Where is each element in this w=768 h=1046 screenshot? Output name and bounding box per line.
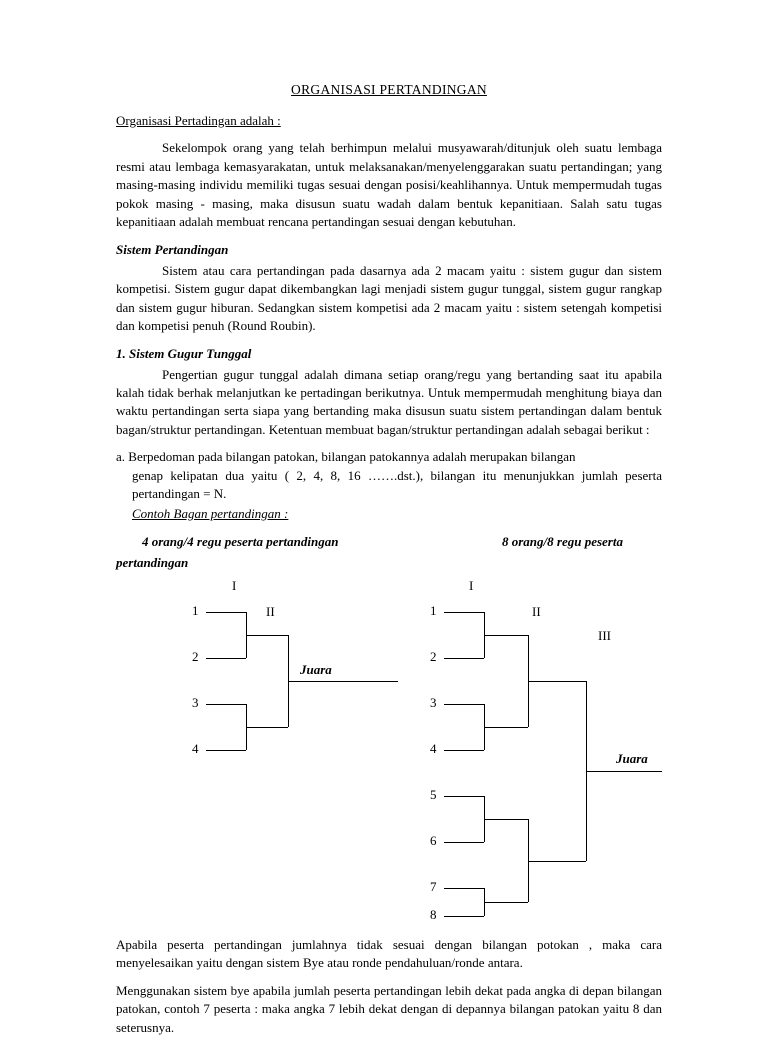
bracket-line	[444, 916, 484, 917]
list-item-a-main: a. Berpedoman pada bilangan patokan, bilangan patokannya adalah merupakan bilangan	[116, 449, 576, 465]
participant-right-2: 2	[430, 648, 437, 664]
bracket-line	[246, 727, 288, 728]
bracket-line	[528, 681, 586, 682]
page-title: ORGANISASI PERTANDINGAN	[291, 82, 487, 97]
sistem-pertandingan-body: Sistem atau cara pertandingan pada dasarnya ada 2 macam yaitu : sistem gugur dan sistem kompetisi. Sistem gugur dapat dikembangkan lagi menjadi sistem gugur tunggal, sistem gugur rangkap dan sistem gugur hiburan. Sedangkan sistem kompetisi ada 2 macam yaitu : sistem setengah kompetisi dan kompetisi penuh (Round Roubin).	[116, 262, 662, 334]
round-label-right-III: III	[598, 627, 611, 643]
participant-right-8: 8	[430, 906, 437, 922]
bracket-line	[586, 771, 662, 772]
sistem-gugur-tunggal-paragraph	[116, 366, 662, 440]
bracket-line	[528, 861, 586, 862]
bracket-line	[246, 635, 288, 636]
bracket-line	[484, 819, 528, 820]
sistem-pertandingan-paragraph	[116, 262, 662, 336]
bracket-line	[206, 704, 246, 705]
round-label-right-II: II	[532, 603, 541, 619]
participant-left-4: 4	[192, 740, 199, 756]
caption-bracket-right-line2: pertandingan	[116, 554, 189, 570]
bracket-line	[288, 681, 398, 682]
intro-body: Sekelompok orang yang telah berhimpun melalui musyawarah/ditunjuk oleh suatu lembaga resmi atau lembaga kemasyarakatan, untuk melaksanakan/menyelenggarakan suatu pertandingan; yang masing-masing individu memiliki tugas sesuai dengan posisi/keahlihannya. Untuk mempermudah tugas pokok masing - masing, maka disusun suatu wadah dalam bentuk kepanitiaan. Salah satu tugas kepanitiaan adalah membuat rencana pertandingan sesuai dengan kebutuhan.	[116, 140, 662, 230]
closing-paragraph-1: Apabila peserta pertandingan jumlahnya tidak sesuai dengan bilangan potokan , maka cara menyelesaikan yaitu dengan sistem Bye atau ronde pendahuluan/ronde antara.	[116, 936, 662, 971]
bracket-line	[444, 842, 484, 843]
round-label-left-I: I	[232, 577, 237, 593]
bracket-line	[206, 612, 246, 613]
contoh-label: Contoh Bagan pertandingan :	[132, 505, 289, 521]
participant-left-2: 2	[192, 648, 199, 664]
list-item-a	[116, 448, 662, 503]
bracket-diagrams	[116, 578, 662, 930]
intro-paragraph	[116, 139, 662, 231]
sistem-gugur-tunggal-body: Pengertian gugur tunggal adalah dimana setiap orang/regu yang bertanding saat itu apabila kalah tidak berhak melanjutkan ke pertadingan berikutnya. Untuk mempermudah menghitung biaya dan waktu pertandingan serta siapa yang bertanding maka disusun suatu sistem pertandingan dalam bentuk bagan/struktur pertandingan. Ketentuan membuat bagan/struktur pertandingan adalah sebagai berikut :	[116, 366, 662, 437]
participant-left-3: 3	[192, 694, 199, 710]
caption-bracket-left: 4 orang/4 regu peserta pertandingan	[142, 533, 339, 549]
participant-right-5: 5	[430, 786, 437, 802]
list-item-a-sub: genap kelipatan dua yaitu ( 2, 4, 8, 16 …….dst.), bilangan itu menunjukkan jumlah peserta pertandingan = N.	[132, 467, 662, 502]
heading-sistem-gugur-tunggal: 1. Sistem Gugur Tunggal	[116, 345, 252, 361]
bracket-line	[444, 658, 484, 659]
bracket-line	[206, 658, 246, 659]
caption-bracket-right: 8 orang/8 regu peserta	[502, 533, 623, 549]
participant-right-7: 7	[430, 878, 437, 894]
bracket-line	[484, 727, 528, 728]
bracket-line	[444, 704, 484, 705]
participant-left-1: 1	[192, 602, 199, 618]
intro-label: Organisasi Pertadingan adalah :	[116, 113, 281, 128]
closing-paragraph-2: Menggunakan sistem bye apabila jumlah peserta pertandingan lebih dekat pada angka di depan bilangan patokan, contoh 7 peserta : maka angka 7 lebih dekat dengan di depannya bilangan patokan yaitu 8 dan seterusnya.	[116, 982, 662, 1035]
bracket-captions	[116, 534, 662, 576]
bracket-line	[484, 635, 528, 636]
bracket-line	[444, 612, 484, 613]
document-body	[116, 82, 662, 1046]
winner-label-left: Juara	[300, 661, 332, 677]
winner-label-right: Juara	[616, 750, 648, 766]
bracket-line	[444, 888, 484, 889]
bracket-line	[444, 796, 484, 797]
participant-right-1: 1	[430, 602, 437, 618]
bracket-line	[444, 750, 484, 751]
participant-right-4: 4	[430, 740, 437, 756]
participant-right-3: 3	[430, 694, 437, 710]
round-label-right-I: I	[469, 577, 474, 593]
round-label-left-II: II	[266, 603, 275, 619]
intro-label-paragraph	[116, 112, 662, 130]
participant-right-6: 6	[430, 832, 437, 848]
heading-sistem-pertandingan: Sistem Pertandingan	[116, 241, 229, 257]
bracket-line	[484, 902, 528, 903]
bracket-line	[206, 750, 246, 751]
